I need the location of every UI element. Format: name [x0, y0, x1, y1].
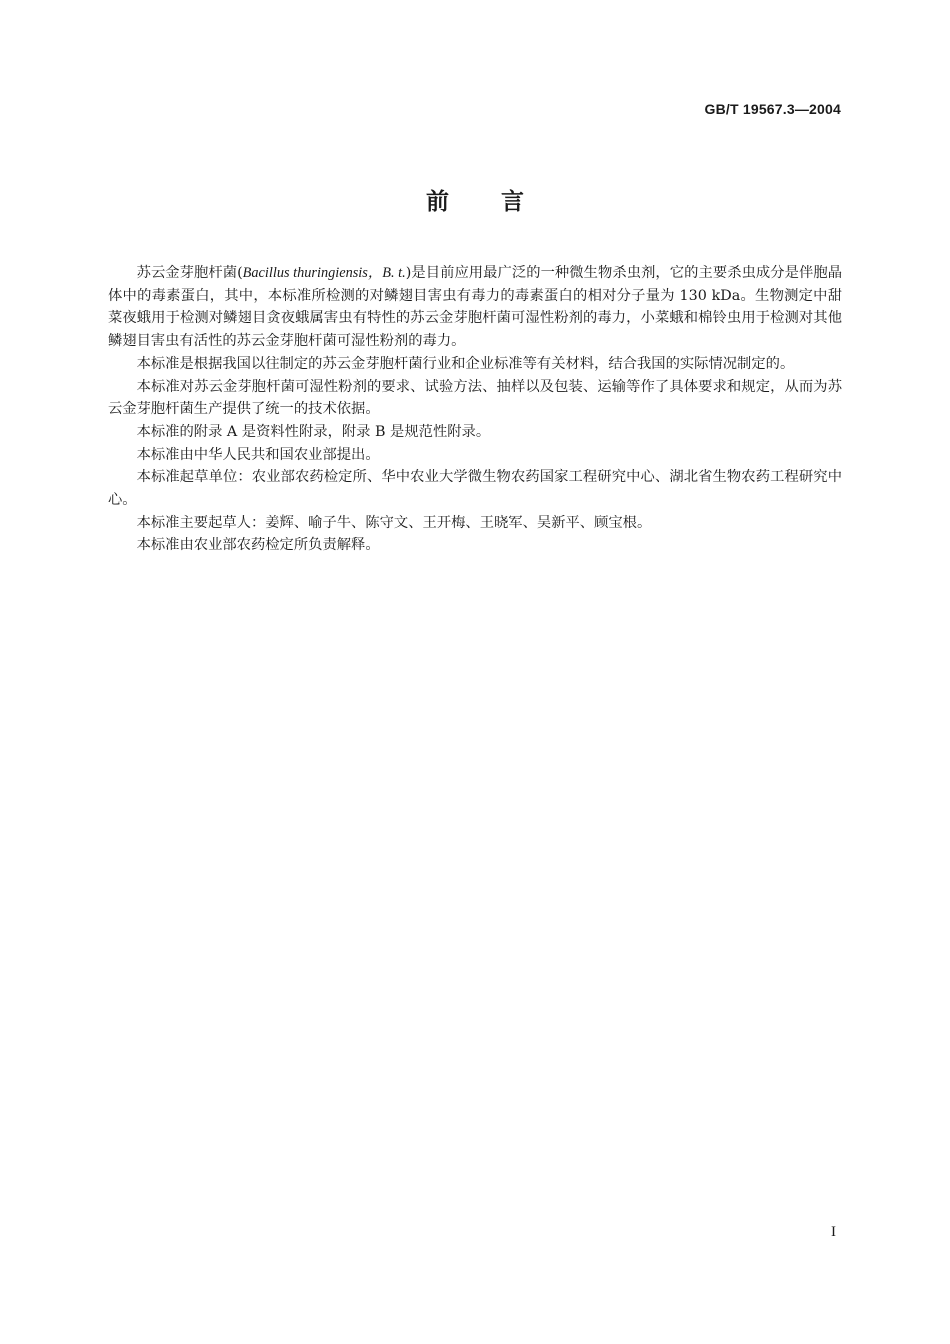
intro-text-before: 苏云金芽胞杆菌( [136, 265, 243, 281]
page-number: I [831, 1224, 836, 1240]
paragraph-drafting-units: 本标准起草单位：农业部农药检定所、华中农业大学微生物农药国家工程研究中心、湖北省生物农药工程研究中心。 [108, 469, 842, 509]
foreword-body [108, 262, 842, 557]
standard-code: GB/T 19567.3—2004 [704, 101, 841, 117]
paragraph-intro [108, 262, 842, 353]
scientific-name: Bacillus thuringiensis，B. t. [242, 265, 406, 281]
intro-text-after: )是目前应用最广泛的一种微生物杀虫剂，它的主要杀虫成分是伴胞晶体中的毒素蛋白，其中，本标准所检测的对鳞翅目害虫有毒力的毒素蛋白的相对分子量为 130 kDa。生物测定中甜菜夜蛾用于检测对鳞翅目贪夜蛾属害虫有特性的苏云金芽胞杆菌可湿性粉剂的毒力，小菜蛾和棉铃虫用于检测对其他鳞翅目害虫有活性的苏云金芽胞杆菌可湿性粉剂的毒力。 [108, 265, 842, 350]
paragraph-scope: 本标准对苏云金芽胞杆菌可湿性粉剂的要求、试验方法、抽样以及包装、运输等作了具体要求和规定，从而为苏云金芽胞杆菌生产提供了统一的技术依据。 [108, 378, 842, 418]
page-title: 前言 [426, 189, 576, 215]
paragraph-proposer: 本标准由中华人民共和国农业部提出。 [136, 446, 380, 463]
paragraph-basis: 本标准是根据我国以往制定的苏云金芽胞杆菌行业和企业标准等有关材料，结合我国的实际情况制定的。 [136, 355, 795, 372]
paragraph-annex: 本标准的附录 A 是资料性附录，附录 B 是规范性附录。 [136, 423, 491, 440]
paragraph-drafters: 本标准主要起草人：姜辉、喻子牛、陈守文、王开梅、王晓军、吴新平、顾宝根。 [136, 514, 652, 531]
paragraph-interpretation: 本标准由农业部农药检定所负责解释。 [136, 537, 380, 554]
